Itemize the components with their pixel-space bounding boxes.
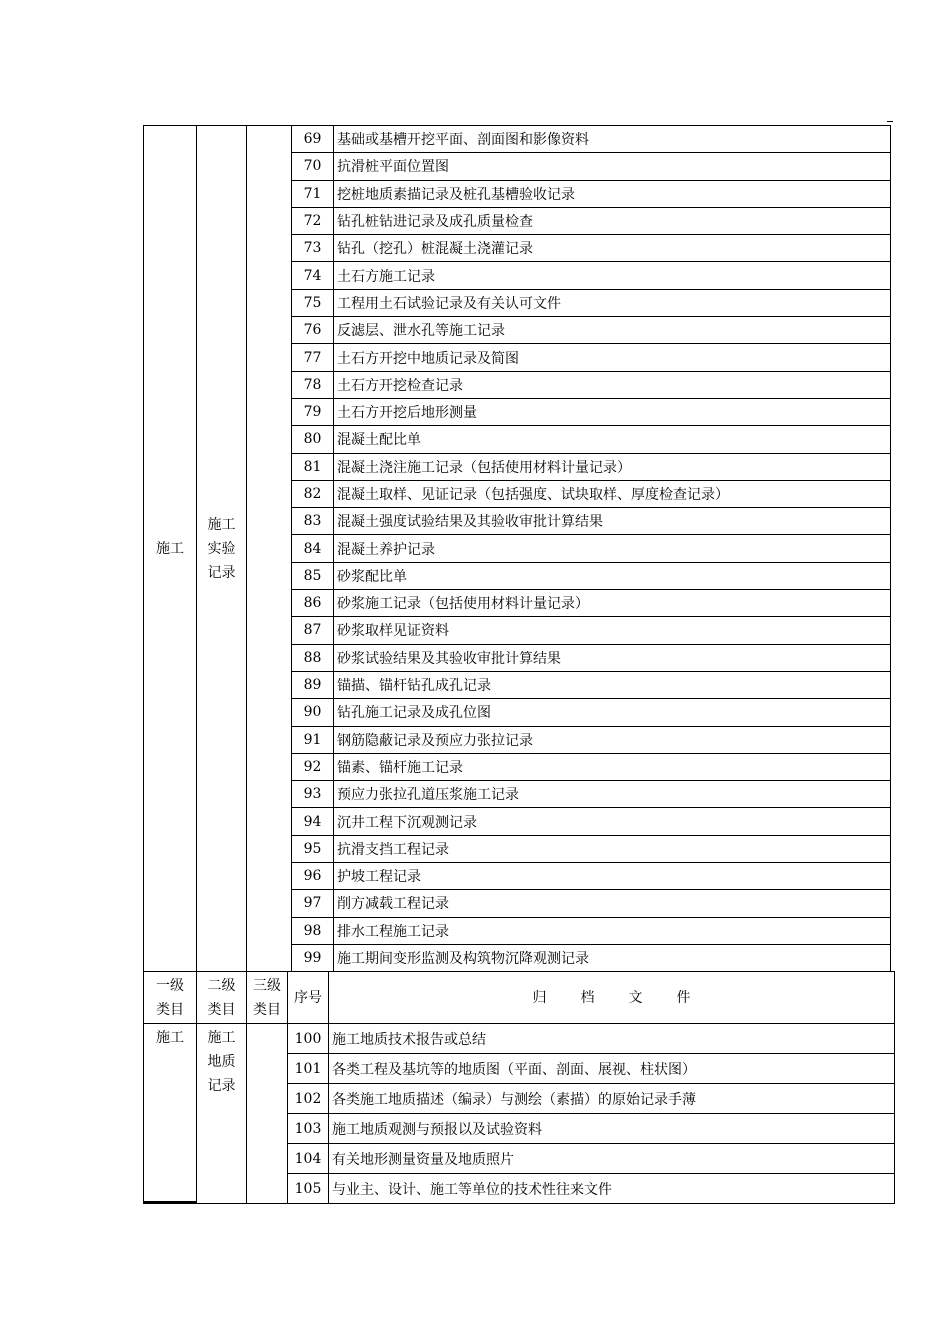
row-number: 86 <box>292 590 334 617</box>
row-number: 80 <box>292 426 334 453</box>
header-cell-number: 序号 <box>288 972 329 1024</box>
category-level-1: 施工 <box>144 1024 197 1204</box>
row-document: 混凝土强度试验结果及其验收审批计算结果 <box>334 508 891 535</box>
row-number: 77 <box>292 344 334 371</box>
row-document: 土石方开挖检查记录 <box>334 371 891 398</box>
row-document: 混凝土取样、见证记录（包括强度、试块取样、厚度检查记录） <box>334 480 891 507</box>
row-document: 有关地形测量资量及地质照片 <box>329 1144 895 1174</box>
row-number: 92 <box>292 753 334 780</box>
section-2-body <box>144 972 895 1204</box>
row-document: 削方减载工程记录 <box>334 890 891 917</box>
row-document: 土石方开挖中地质记录及简图 <box>334 344 891 371</box>
category-label-line: 记录 <box>207 1078 236 1094</box>
row-document: 砂浆配比单 <box>334 562 891 589</box>
table-row <box>144 126 891 153</box>
row-document: 护坡工程记录 <box>334 863 891 890</box>
row-document: 各类施工地质描述（编录）与测绘（素描）的原始记录手薄 <box>329 1084 895 1114</box>
row-number: 72 <box>292 207 334 234</box>
category-label-line: 施工 <box>207 1030 236 1046</box>
row-document: 施工期间变形监测及构筑物沉降观测记录 <box>334 944 891 971</box>
row-number: 75 <box>292 289 334 316</box>
row-document: 钻孔施工记录及成孔位图 <box>334 699 891 726</box>
row-document: 施工地质技术报告或总结 <box>329 1024 895 1054</box>
category-level-2 <box>197 126 247 972</box>
row-document: 预应力张拉孔道压浆施工记录 <box>334 781 891 808</box>
row-number: 89 <box>292 671 334 698</box>
table-edge-mark <box>887 121 893 122</box>
row-number: 81 <box>292 453 334 480</box>
row-document: 工程用土石试验记录及有关认可文件 <box>334 289 891 316</box>
category-label-line: 三级 <box>253 977 281 994</box>
row-number: 99 <box>292 944 334 971</box>
category-label-line: 类目 <box>207 1001 236 1018</box>
row-number: 101 <box>288 1054 329 1084</box>
category-level-3 <box>247 1024 288 1204</box>
section-1-body <box>144 126 891 972</box>
row-number: 71 <box>292 180 334 207</box>
row-document: 挖桩地质素描记录及桩孔基槽验收记录 <box>334 180 891 207</box>
row-document: 混凝土养护记录 <box>334 535 891 562</box>
row-number: 85 <box>292 562 334 589</box>
row-number: 73 <box>292 235 334 262</box>
header-row <box>144 972 895 1024</box>
category-level-3 <box>247 126 292 972</box>
header-cell-2 <box>197 972 247 1024</box>
row-document: 排水工程施工记录 <box>334 917 891 944</box>
row-number: 76 <box>292 317 334 344</box>
category-label-line: 类目 <box>253 1001 281 1018</box>
row-document: 反滤层、泄水孔等施工记录 <box>334 317 891 344</box>
category-label-line: 二级 <box>207 977 236 994</box>
header-cell-1 <box>144 972 197 1024</box>
row-document: 土石方施工记录 <box>334 262 891 289</box>
table-bottom-mark <box>143 1201 196 1203</box>
header-cell-3 <box>247 972 288 1024</box>
row-number: 74 <box>292 262 334 289</box>
row-document: 与业主、设计、施工等单位的技术性往来文件 <box>329 1174 895 1204</box>
row-document: 砂浆施工记录（包括使用材料计量记录） <box>334 590 891 617</box>
row-document: 基础或基槽开挖平面、剖面图和影像资料 <box>334 126 891 153</box>
row-number: 97 <box>292 890 334 917</box>
row-number: 69 <box>292 126 334 153</box>
row-document: 沉井工程下沉观测记录 <box>334 808 891 835</box>
row-document: 锚素、锚杆施工记录 <box>334 753 891 780</box>
row-number: 98 <box>292 917 334 944</box>
row-number: 70 <box>292 153 334 180</box>
row-number: 90 <box>292 699 334 726</box>
row-number: 94 <box>292 808 334 835</box>
row-document: 钻孔（挖孔）桩混凝土浇灌记录 <box>334 235 891 262</box>
row-number: 82 <box>292 480 334 507</box>
category-label-line: 类目 <box>156 1001 184 1018</box>
row-document: 抗滑支挡工程记录 <box>334 835 891 862</box>
row-number: 91 <box>292 726 334 753</box>
row-number: 84 <box>292 535 334 562</box>
row-document: 砂浆试验结果及其验收审批计算结果 <box>334 644 891 671</box>
archive-table-section-2 <box>143 971 895 1204</box>
category-label-line: 一级 <box>156 977 184 994</box>
row-number: 93 <box>292 781 334 808</box>
row-document: 砂浆取样见证资料 <box>334 617 891 644</box>
category-label-line: 记录 <box>207 564 236 581</box>
row-number: 100 <box>288 1024 329 1054</box>
row-document: 土石方开挖后地形测量 <box>334 398 891 425</box>
table-row <box>144 1024 895 1054</box>
category-label-line: 地质 <box>207 1054 236 1070</box>
row-document: 各类工程及基坑等的地质图（平面、剖面、展视、柱状图） <box>329 1054 895 1084</box>
row-document: 锚描、锚杆钻孔成孔记录 <box>334 671 891 698</box>
row-number: 105 <box>288 1174 329 1204</box>
row-document: 施工地质观测与预报以及试验资料 <box>329 1114 895 1144</box>
category-level-2 <box>197 1024 247 1204</box>
archive-table-section-1 <box>143 125 891 972</box>
row-number: 83 <box>292 508 334 535</box>
row-document: 混凝土浇注施工记录（包括使用材料计量记录） <box>334 453 891 480</box>
category-label-line: 施工 <box>207 516 236 533</box>
category-level-1: 施工 <box>144 126 197 972</box>
row-number: 103 <box>288 1114 329 1144</box>
header-title-char: 件 <box>676 989 691 1006</box>
header-title-char: 归 <box>532 989 547 1006</box>
row-number: 102 <box>288 1084 329 1114</box>
row-number: 96 <box>292 863 334 890</box>
row-document: 混凝土配比单 <box>334 426 891 453</box>
row-document: 抗滑桩平面位置图 <box>334 153 891 180</box>
row-number: 95 <box>292 835 334 862</box>
row-number: 78 <box>292 371 334 398</box>
row-number: 104 <box>288 1144 329 1174</box>
row-document: 钢筋隐蔽记录及预应力张拉记录 <box>334 726 891 753</box>
row-number: 88 <box>292 644 334 671</box>
header-title-char: 档 <box>580 989 595 1006</box>
category-label-line: 实验 <box>207 540 236 557</box>
header-title-char: 文 <box>628 989 643 1006</box>
row-number: 87 <box>292 617 334 644</box>
row-number: 79 <box>292 398 334 425</box>
row-document: 钻孔桩钻进记录及成孔质量检查 <box>334 207 891 234</box>
header-cell-documents <box>329 972 895 1024</box>
